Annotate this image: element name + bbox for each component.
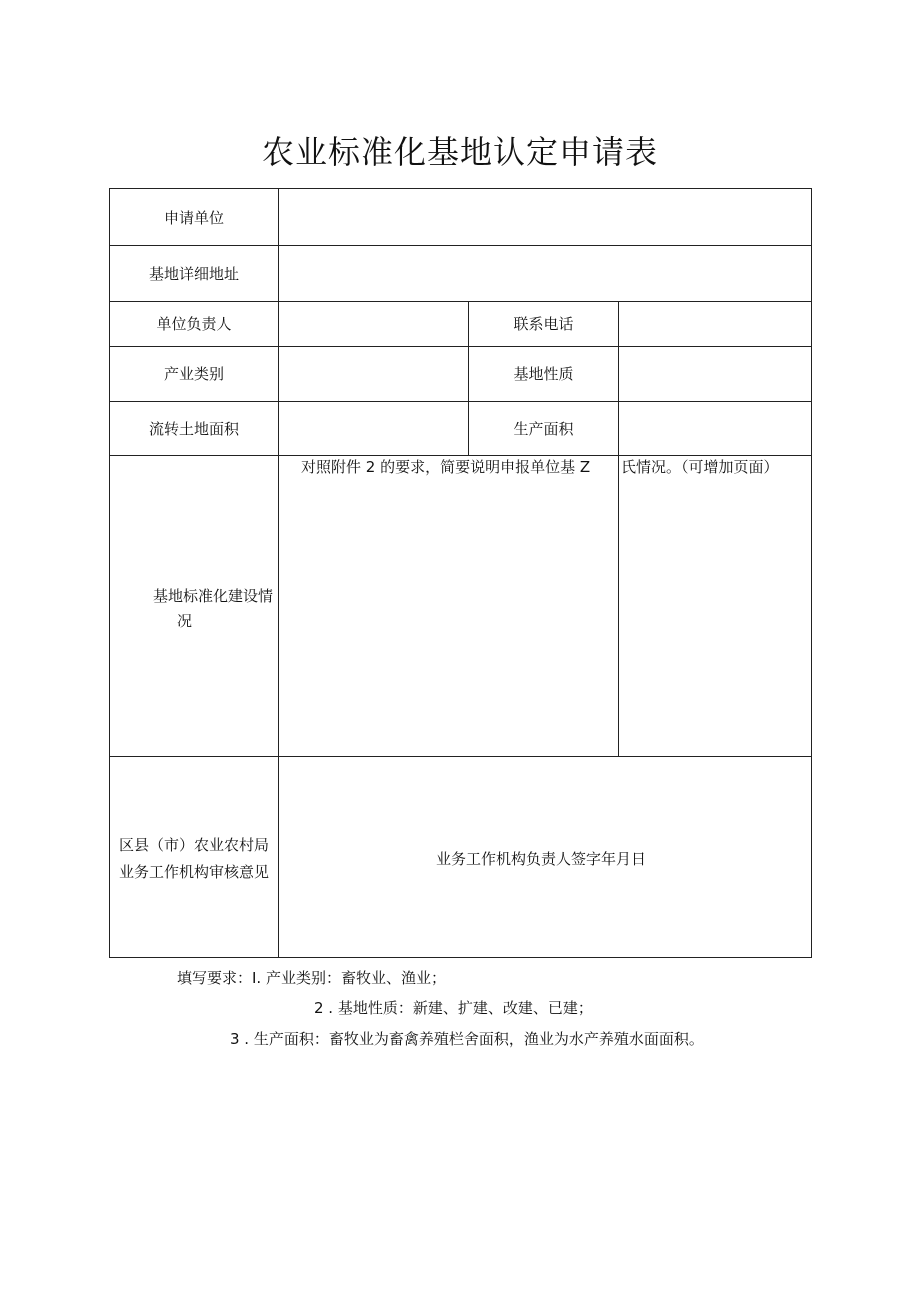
production-area-field[interactable] [620, 402, 810, 455]
review-signature-line: 业务工作机构负责人签字年月日 [436, 850, 647, 868]
fill-notes-line2: 2 . 基地性质：新建、扩建、改建、已建； [314, 999, 593, 1017]
applicant-unit-label: 申请单位 [163, 209, 224, 227]
construction-status-label-line2: 况 [177, 612, 193, 630]
industry-type-field[interactable] [280, 347, 468, 401]
base-address-label: 基地详细地址 [148, 265, 239, 283]
fill-notes-line3: 3 . 生产面积：畜牧业为畜禽养殖栏舍面积，渔业为水产养殖水面面积。 [230, 1030, 704, 1048]
review-opinion-label-line2: 业务工作机构审核意见 [118, 863, 269, 881]
row-divider [110, 756, 811, 757]
industry-type-label: 产业类别 [163, 365, 224, 383]
page-title: 农业标准化基地认定申请表 [261, 133, 658, 171]
review-opinion-label-line1: 区县（市）农业农村局 [118, 836, 269, 854]
construction-instruction-part1: 对照附件 2 的要求，简要说明申报单位基 Z [301, 458, 591, 476]
base-nature-label: 基地性质 [513, 365, 574, 383]
application-form-table [109, 188, 812, 958]
production-area-label: 生产面积 [513, 420, 574, 438]
fill-notes-line1: 填写要求：I. 产业类别：畜牧业、渔业； [177, 969, 446, 987]
applicant-unit-field[interactable] [280, 189, 810, 245]
column-divider [278, 189, 279, 957]
transfer-land-area-field[interactable] [280, 402, 468, 455]
construction-status-label-line1: 基地标准化建设情 [153, 587, 274, 605]
column-divider [618, 301, 619, 756]
unit-leader-field[interactable] [280, 302, 468, 346]
contact-phone-field[interactable] [620, 302, 810, 346]
contact-phone-label: 联系电话 [513, 315, 574, 333]
transfer-land-area-label: 流转土地面积 [148, 420, 239, 438]
base-nature-field[interactable] [620, 347, 810, 401]
unit-leader-label: 单位负责人 [156, 315, 232, 333]
row-divider [110, 455, 811, 456]
base-address-field[interactable] [280, 246, 810, 301]
construction-instruction-part2: 氏情况。（可增加页面） [621, 458, 779, 476]
